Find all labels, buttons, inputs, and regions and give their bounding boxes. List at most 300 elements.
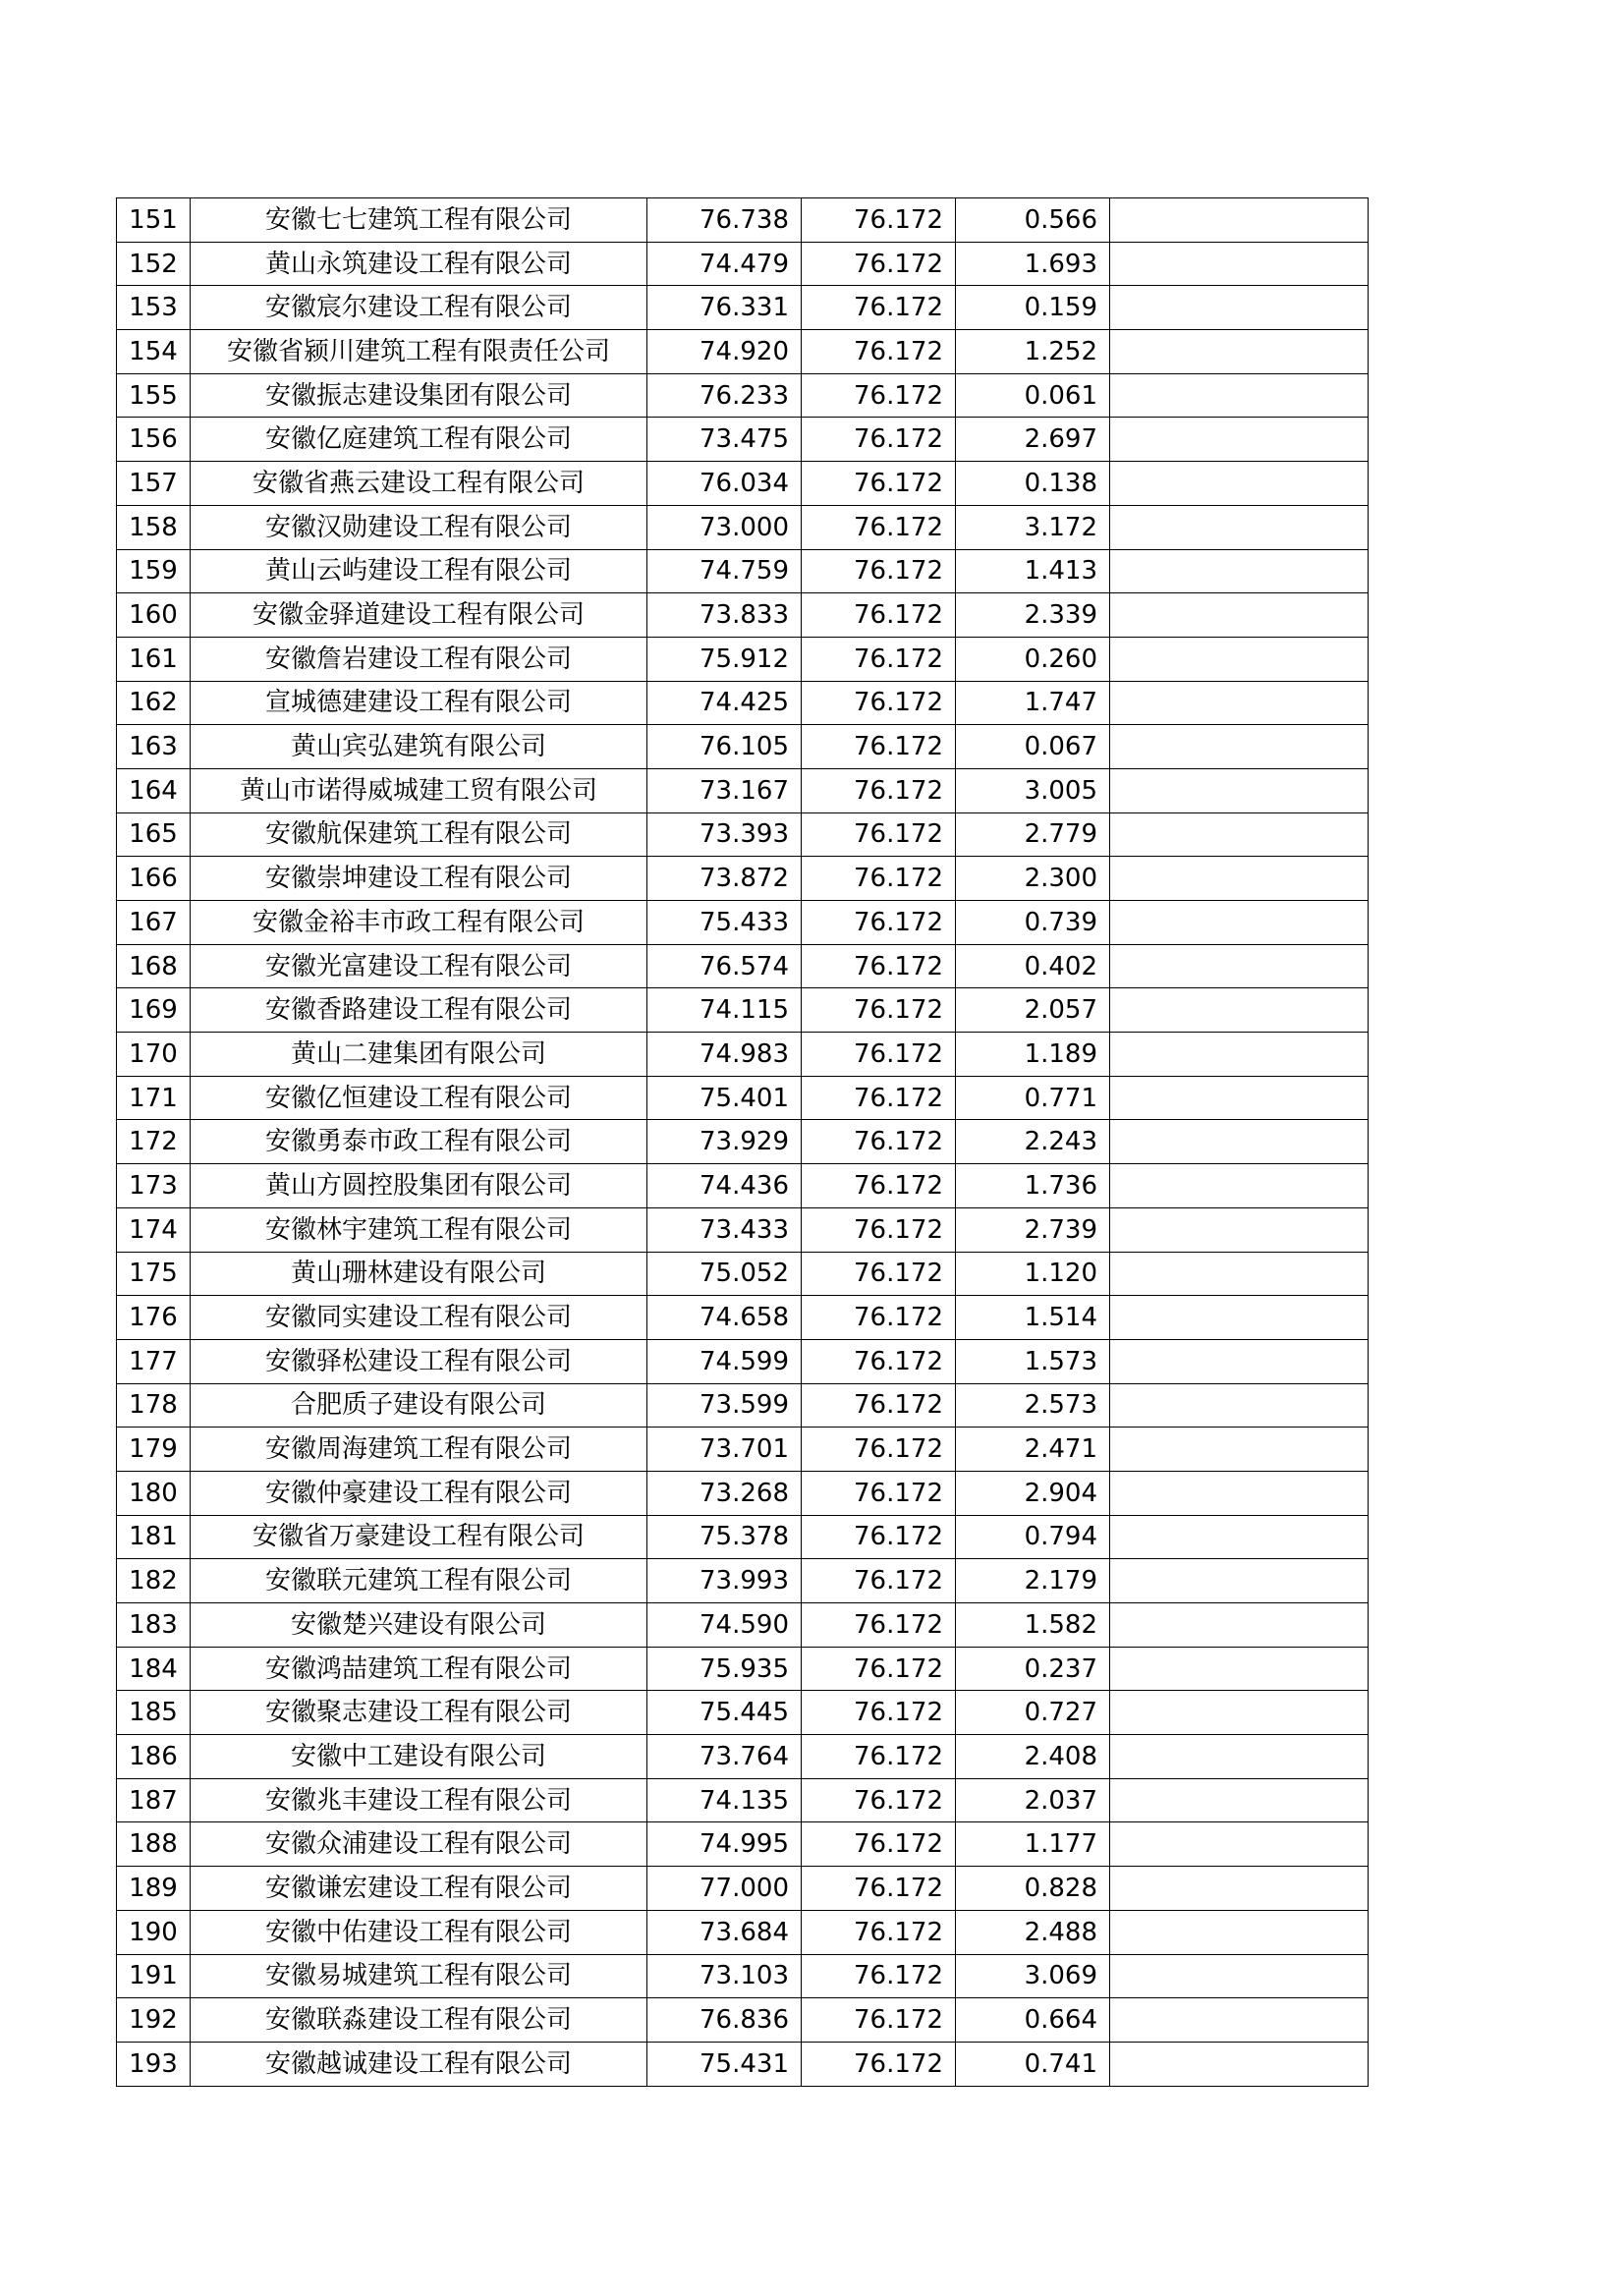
company-name-cell: 安徽振志建设集团有限公司 — [191, 373, 647, 418]
table-row — [117, 330, 1369, 374]
remark-cell — [1110, 812, 1369, 857]
deviation-cell: 2.339 — [956, 593, 1110, 638]
company-name-cell: 安徽汉勋建设工程有限公司 — [191, 505, 647, 549]
row-index-cell: 164 — [117, 768, 191, 812]
score-cell: 73.167 — [647, 768, 802, 812]
company-name-cell: 黄山方圆控股集团有限公司 — [191, 1164, 647, 1208]
score-cell: 74.436 — [647, 1164, 802, 1208]
benchmark-cell: 76.172 — [802, 1910, 956, 1954]
company-name-cell: 黄山永筑建设工程有限公司 — [191, 242, 647, 286]
deviation-cell: 0.664 — [956, 1998, 1110, 2043]
benchmark-cell: 76.172 — [802, 1252, 956, 1296]
row-index-cell: 187 — [117, 1778, 191, 1822]
benchmark-cell: 76.172 — [802, 725, 956, 769]
score-cell: 73.599 — [647, 1383, 802, 1428]
company-name-cell: 安徽詹岩建设工程有限公司 — [191, 637, 647, 681]
benchmark-cell: 76.172 — [802, 1603, 956, 1648]
benchmark-cell: 76.172 — [802, 1998, 956, 2043]
row-index-cell: 176 — [117, 1296, 191, 1340]
company-name-cell: 安徽众浦建设工程有限公司 — [191, 1822, 647, 1867]
company-name-cell: 安徽亿庭建筑工程有限公司 — [191, 418, 647, 462]
remark-cell — [1110, 988, 1369, 1033]
score-cell: 76.738 — [647, 198, 802, 243]
deviation-cell: 0.067 — [956, 725, 1110, 769]
row-index-cell: 158 — [117, 505, 191, 549]
remark-cell — [1110, 1998, 1369, 2043]
score-cell: 73.103 — [647, 1954, 802, 1998]
row-index-cell: 157 — [117, 462, 191, 506]
row-index-cell: 183 — [117, 1603, 191, 1648]
table-row — [117, 1296, 1369, 1340]
row-index-cell: 160 — [117, 593, 191, 638]
score-cell: 76.574 — [647, 944, 802, 988]
company-name-cell: 黄山宾弘建筑有限公司 — [191, 725, 647, 769]
score-cell: 74.135 — [647, 1778, 802, 1822]
deviation-cell: 1.120 — [956, 1252, 1110, 1296]
deviation-cell: 2.488 — [956, 1910, 1110, 1954]
table-row — [117, 1910, 1369, 1954]
benchmark-cell: 76.172 — [802, 1691, 956, 1735]
row-index-cell: 171 — [117, 1076, 191, 1120]
table-row — [117, 1207, 1369, 1252]
remark-cell — [1110, 1910, 1369, 1954]
remark-cell — [1110, 1339, 1369, 1383]
company-name-cell: 安徽亿恒建设工程有限公司 — [191, 1076, 647, 1120]
row-index-cell: 192 — [117, 1998, 191, 2043]
row-index-cell: 155 — [117, 373, 191, 418]
benchmark-cell: 76.172 — [802, 198, 956, 243]
remark-cell — [1110, 901, 1369, 945]
remark-cell — [1110, 1735, 1369, 1779]
table-row — [117, 1822, 1369, 1867]
score-cell: 74.425 — [647, 681, 802, 725]
remark-cell — [1110, 857, 1369, 901]
row-index-cell: 170 — [117, 1033, 191, 1077]
row-index-cell: 168 — [117, 944, 191, 988]
table-row — [117, 637, 1369, 681]
benchmark-cell: 76.172 — [802, 330, 956, 374]
row-index-cell: 184 — [117, 1647, 191, 1691]
score-cell: 73.701 — [647, 1428, 802, 1472]
table-row — [117, 857, 1369, 901]
table-row — [117, 549, 1369, 593]
score-cell: 75.401 — [647, 1076, 802, 1120]
benchmark-cell: 76.172 — [802, 1383, 956, 1428]
score-cell: 75.431 — [647, 2042, 802, 2086]
benchmark-cell: 76.172 — [802, 857, 956, 901]
deviation-cell: 2.779 — [956, 812, 1110, 857]
company-name-cell: 安徽联淼建设工程有限公司 — [191, 1998, 647, 2043]
benchmark-cell: 76.172 — [802, 681, 956, 725]
benchmark-cell: 76.172 — [802, 901, 956, 945]
score-cell: 73.393 — [647, 812, 802, 857]
row-index-cell: 179 — [117, 1428, 191, 1472]
table-row — [117, 1471, 1369, 1515]
row-index-cell: 159 — [117, 549, 191, 593]
row-index-cell: 154 — [117, 330, 191, 374]
score-cell: 74.983 — [647, 1033, 802, 1077]
score-cell: 73.993 — [647, 1559, 802, 1603]
benchmark-cell: 76.172 — [802, 1076, 956, 1120]
deviation-cell: 2.243 — [956, 1120, 1110, 1164]
benchmark-cell: 76.172 — [802, 1822, 956, 1867]
company-name-cell: 安徽鸿喆建筑工程有限公司 — [191, 1647, 647, 1691]
deviation-cell: 2.179 — [956, 1559, 1110, 1603]
remark-cell — [1110, 1515, 1369, 1559]
table-row — [117, 1033, 1369, 1077]
remark-cell — [1110, 1033, 1369, 1077]
table-row — [117, 1164, 1369, 1208]
remark-cell — [1110, 418, 1369, 462]
deviation-cell: 0.260 — [956, 637, 1110, 681]
remark-cell — [1110, 1954, 1369, 1998]
deviation-cell: 2.408 — [956, 1735, 1110, 1779]
table-row — [117, 418, 1369, 462]
remark-cell — [1110, 1559, 1369, 1603]
company-name-cell: 安徽林宇建筑工程有限公司 — [191, 1207, 647, 1252]
row-index-cell: 152 — [117, 242, 191, 286]
benchmark-cell: 76.172 — [802, 1515, 956, 1559]
table-body — [117, 198, 1369, 2087]
deviation-cell: 1.252 — [956, 330, 1110, 374]
company-name-cell: 安徽仲豪建设工程有限公司 — [191, 1471, 647, 1515]
remark-cell — [1110, 505, 1369, 549]
table-row — [117, 1515, 1369, 1559]
score-cell: 76.233 — [647, 373, 802, 418]
company-name-cell: 黄山市诺得威城建工贸有限公司 — [191, 768, 647, 812]
score-cell: 74.479 — [647, 242, 802, 286]
table-row — [117, 1252, 1369, 1296]
row-index-cell: 178 — [117, 1383, 191, 1428]
table-row — [117, 1428, 1369, 1472]
row-index-cell: 151 — [117, 198, 191, 243]
score-cell: 74.658 — [647, 1296, 802, 1340]
benchmark-cell: 76.172 — [802, 1339, 956, 1383]
company-name-cell: 安徽谦宏建设工程有限公司 — [191, 1867, 647, 1911]
deviation-cell: 3.005 — [956, 768, 1110, 812]
table-row — [117, 1647, 1369, 1691]
deviation-cell: 2.057 — [956, 988, 1110, 1033]
remark-cell — [1110, 1252, 1369, 1296]
deviation-cell: 2.471 — [956, 1428, 1110, 1472]
remark-cell — [1110, 1296, 1369, 1340]
company-name-cell: 安徽金裕丰市政工程有限公司 — [191, 901, 647, 945]
benchmark-cell: 76.172 — [802, 2042, 956, 2086]
benchmark-cell: 76.172 — [802, 1778, 956, 1822]
benchmark-cell: 76.172 — [802, 462, 956, 506]
deviation-cell: 1.573 — [956, 1339, 1110, 1383]
score-cell: 76.034 — [647, 462, 802, 506]
company-name-cell: 黄山珊林建设有限公司 — [191, 1252, 647, 1296]
benchmark-cell: 76.172 — [802, 1207, 956, 1252]
remark-cell — [1110, 1207, 1369, 1252]
score-cell: 73.433 — [647, 1207, 802, 1252]
remark-cell — [1110, 1691, 1369, 1735]
table-row — [117, 944, 1369, 988]
remark-cell — [1110, 1428, 1369, 1472]
table-row — [117, 2042, 1369, 2086]
row-index-cell: 182 — [117, 1559, 191, 1603]
remark-cell — [1110, 681, 1369, 725]
deviation-cell: 1.736 — [956, 1164, 1110, 1208]
score-cell: 74.995 — [647, 1822, 802, 1867]
company-name-cell: 安徽省万豪建设工程有限公司 — [191, 1515, 647, 1559]
table-row — [117, 1383, 1369, 1428]
deviation-cell: 1.177 — [956, 1822, 1110, 1867]
benchmark-cell: 76.172 — [802, 1954, 956, 1998]
benchmark-cell: 76.172 — [802, 944, 956, 988]
table-row — [117, 1076, 1369, 1120]
deviation-cell: 0.739 — [956, 901, 1110, 945]
score-cell: 77.000 — [647, 1867, 802, 1911]
benchmark-cell: 76.172 — [802, 768, 956, 812]
table-row — [117, 725, 1369, 769]
table-row — [117, 768, 1369, 812]
table-row — [117, 373, 1369, 418]
row-index-cell: 153 — [117, 286, 191, 330]
deviation-cell: 1.693 — [956, 242, 1110, 286]
table-row — [117, 681, 1369, 725]
company-name-cell: 安徽周海建筑工程有限公司 — [191, 1428, 647, 1472]
row-index-cell: 172 — [117, 1120, 191, 1164]
row-index-cell: 166 — [117, 857, 191, 901]
table-row — [117, 901, 1369, 945]
benchmark-cell: 76.172 — [802, 1033, 956, 1077]
benchmark-cell: 76.172 — [802, 593, 956, 638]
remark-cell — [1110, 593, 1369, 638]
company-name-cell: 安徽越诚建设工程有限公司 — [191, 2042, 647, 2086]
company-name-cell: 宣城德建建设工程有限公司 — [191, 681, 647, 725]
benchmark-cell: 76.172 — [802, 549, 956, 593]
row-index-cell: 191 — [117, 1954, 191, 1998]
results-table — [116, 197, 1369, 2087]
table-row — [117, 1559, 1369, 1603]
row-index-cell: 167 — [117, 901, 191, 945]
deviation-cell: 0.237 — [956, 1647, 1110, 1691]
benchmark-cell: 76.172 — [802, 1471, 956, 1515]
row-index-cell: 162 — [117, 681, 191, 725]
remark-cell — [1110, 768, 1369, 812]
deviation-cell: 0.828 — [956, 1867, 1110, 1911]
row-index-cell: 175 — [117, 1252, 191, 1296]
remark-cell — [1110, 286, 1369, 330]
benchmark-cell: 76.172 — [802, 373, 956, 418]
deviation-cell: 0.159 — [956, 286, 1110, 330]
score-cell: 75.445 — [647, 1691, 802, 1735]
score-cell: 76.836 — [647, 1998, 802, 2043]
benchmark-cell: 76.172 — [802, 286, 956, 330]
deviation-cell: 2.904 — [956, 1471, 1110, 1515]
deviation-cell: 0.566 — [956, 198, 1110, 243]
company-name-cell: 安徽兆丰建设工程有限公司 — [191, 1778, 647, 1822]
table-row — [117, 1691, 1369, 1735]
remark-cell — [1110, 944, 1369, 988]
deviation-cell: 2.300 — [956, 857, 1110, 901]
company-name-cell: 安徽省燕云建设工程有限公司 — [191, 462, 647, 506]
benchmark-cell: 76.172 — [802, 1735, 956, 1779]
score-cell: 74.759 — [647, 549, 802, 593]
table-row — [117, 198, 1369, 243]
remark-cell — [1110, 1603, 1369, 1648]
remark-cell — [1110, 1076, 1369, 1120]
benchmark-cell: 76.172 — [802, 637, 956, 681]
remark-cell — [1110, 1867, 1369, 1911]
company-name-cell: 安徽崇坤建设工程有限公司 — [191, 857, 647, 901]
table-row — [117, 1603, 1369, 1648]
deviation-cell: 2.739 — [956, 1207, 1110, 1252]
remark-cell — [1110, 198, 1369, 243]
remark-cell — [1110, 1647, 1369, 1691]
remark-cell — [1110, 1383, 1369, 1428]
company-name-cell: 黄山二建集团有限公司 — [191, 1033, 647, 1077]
deviation-cell: 0.741 — [956, 2042, 1110, 2086]
remark-cell — [1110, 242, 1369, 286]
deviation-cell: 2.697 — [956, 418, 1110, 462]
score-cell: 73.833 — [647, 593, 802, 638]
row-index-cell: 185 — [117, 1691, 191, 1735]
deviation-cell: 1.582 — [956, 1603, 1110, 1648]
benchmark-cell: 76.172 — [802, 1120, 956, 1164]
row-index-cell: 181 — [117, 1515, 191, 1559]
company-name-cell: 安徽驿松建设工程有限公司 — [191, 1339, 647, 1383]
deviation-cell: 0.402 — [956, 944, 1110, 988]
row-index-cell: 193 — [117, 2042, 191, 2086]
score-cell: 73.684 — [647, 1910, 802, 1954]
table-row — [117, 988, 1369, 1033]
company-name-cell: 安徽省颍川建筑工程有限责任公司 — [191, 330, 647, 374]
remark-cell — [1110, 330, 1369, 374]
company-name-cell: 安徽楚兴建设有限公司 — [191, 1603, 647, 1648]
row-index-cell: 189 — [117, 1867, 191, 1911]
remark-cell — [1110, 462, 1369, 506]
benchmark-cell: 76.172 — [802, 1296, 956, 1340]
deviation-cell: 3.172 — [956, 505, 1110, 549]
company-name-cell: 安徽中佑建设工程有限公司 — [191, 1910, 647, 1954]
table-row — [117, 1339, 1369, 1383]
score-cell: 73.475 — [647, 418, 802, 462]
benchmark-cell: 76.172 — [802, 1428, 956, 1472]
company-name-cell: 安徽宸尔建设工程有限公司 — [191, 286, 647, 330]
company-name-cell: 合肥质子建设有限公司 — [191, 1383, 647, 1428]
deviation-cell: 0.138 — [956, 462, 1110, 506]
score-cell: 75.912 — [647, 637, 802, 681]
score-cell: 73.929 — [647, 1120, 802, 1164]
remark-cell — [1110, 725, 1369, 769]
company-name-cell: 安徽易城建筑工程有限公司 — [191, 1954, 647, 1998]
score-cell: 75.433 — [647, 901, 802, 945]
row-index-cell: 174 — [117, 1207, 191, 1252]
remark-cell — [1110, 1778, 1369, 1822]
row-index-cell: 163 — [117, 725, 191, 769]
company-name-cell: 安徽勇泰市政工程有限公司 — [191, 1120, 647, 1164]
company-name-cell: 安徽金驿道建设工程有限公司 — [191, 593, 647, 638]
row-index-cell: 186 — [117, 1735, 191, 1779]
row-index-cell: 188 — [117, 1822, 191, 1867]
deviation-cell: 1.413 — [956, 549, 1110, 593]
table-row — [117, 1867, 1369, 1911]
row-index-cell: 177 — [117, 1339, 191, 1383]
score-cell: 75.378 — [647, 1515, 802, 1559]
company-name-cell: 黄山云屿建设工程有限公司 — [191, 549, 647, 593]
benchmark-cell: 76.172 — [802, 418, 956, 462]
score-cell: 74.115 — [647, 988, 802, 1033]
score-cell: 73.000 — [647, 505, 802, 549]
deviation-cell: 3.069 — [956, 1954, 1110, 1998]
table-row — [117, 242, 1369, 286]
remark-cell — [1110, 549, 1369, 593]
deviation-cell: 1.514 — [956, 1296, 1110, 1340]
benchmark-cell: 76.172 — [802, 1647, 956, 1691]
remark-cell — [1110, 373, 1369, 418]
benchmark-cell: 76.172 — [802, 242, 956, 286]
company-name-cell: 安徽联元建筑工程有限公司 — [191, 1559, 647, 1603]
table-row — [117, 286, 1369, 330]
deviation-cell: 0.727 — [956, 1691, 1110, 1735]
row-index-cell: 180 — [117, 1471, 191, 1515]
benchmark-cell: 76.172 — [802, 988, 956, 1033]
table-row — [117, 1998, 1369, 2043]
deviation-cell: 2.037 — [956, 1778, 1110, 1822]
table-row — [117, 462, 1369, 506]
company-name-cell: 安徽香路建设工程有限公司 — [191, 988, 647, 1033]
score-cell: 75.052 — [647, 1252, 802, 1296]
benchmark-cell: 76.172 — [802, 505, 956, 549]
row-index-cell: 190 — [117, 1910, 191, 1954]
remark-cell — [1110, 1471, 1369, 1515]
score-cell: 73.268 — [647, 1471, 802, 1515]
score-cell: 73.764 — [647, 1735, 802, 1779]
deviation-cell: 0.794 — [956, 1515, 1110, 1559]
company-name-cell: 安徽光富建设工程有限公司 — [191, 944, 647, 988]
company-name-cell: 安徽中工建设有限公司 — [191, 1735, 647, 1779]
remark-cell — [1110, 637, 1369, 681]
remark-cell — [1110, 2042, 1369, 2086]
company-name-cell: 安徽航保建筑工程有限公司 — [191, 812, 647, 857]
company-name-cell: 安徽七七建筑工程有限公司 — [191, 198, 647, 243]
row-index-cell: 169 — [117, 988, 191, 1033]
benchmark-cell: 76.172 — [802, 1559, 956, 1603]
score-cell: 74.599 — [647, 1339, 802, 1383]
row-index-cell: 156 — [117, 418, 191, 462]
deviation-cell: 1.747 — [956, 681, 1110, 725]
deviation-cell: 0.771 — [956, 1076, 1110, 1120]
company-name-cell: 安徽同实建设工程有限公司 — [191, 1296, 647, 1340]
company-name-cell: 安徽聚志建设工程有限公司 — [191, 1691, 647, 1735]
score-cell: 73.872 — [647, 857, 802, 901]
remark-cell — [1110, 1822, 1369, 1867]
table-row — [117, 593, 1369, 638]
row-index-cell: 173 — [117, 1164, 191, 1208]
benchmark-cell: 76.172 — [802, 1867, 956, 1911]
score-cell: 74.920 — [647, 330, 802, 374]
remark-cell — [1110, 1120, 1369, 1164]
deviation-cell: 1.189 — [956, 1033, 1110, 1077]
score-cell: 74.590 — [647, 1603, 802, 1648]
row-index-cell: 161 — [117, 637, 191, 681]
deviation-cell: 2.573 — [956, 1383, 1110, 1428]
score-cell: 76.331 — [647, 286, 802, 330]
table-row — [117, 1954, 1369, 1998]
deviation-cell: 0.061 — [956, 373, 1110, 418]
row-index-cell: 165 — [117, 812, 191, 857]
table-row — [117, 1778, 1369, 1822]
table-row — [117, 1120, 1369, 1164]
score-cell: 75.935 — [647, 1647, 802, 1691]
table-row — [117, 1735, 1369, 1779]
remark-cell — [1110, 1164, 1369, 1208]
benchmark-cell: 76.172 — [802, 812, 956, 857]
table-row — [117, 812, 1369, 857]
